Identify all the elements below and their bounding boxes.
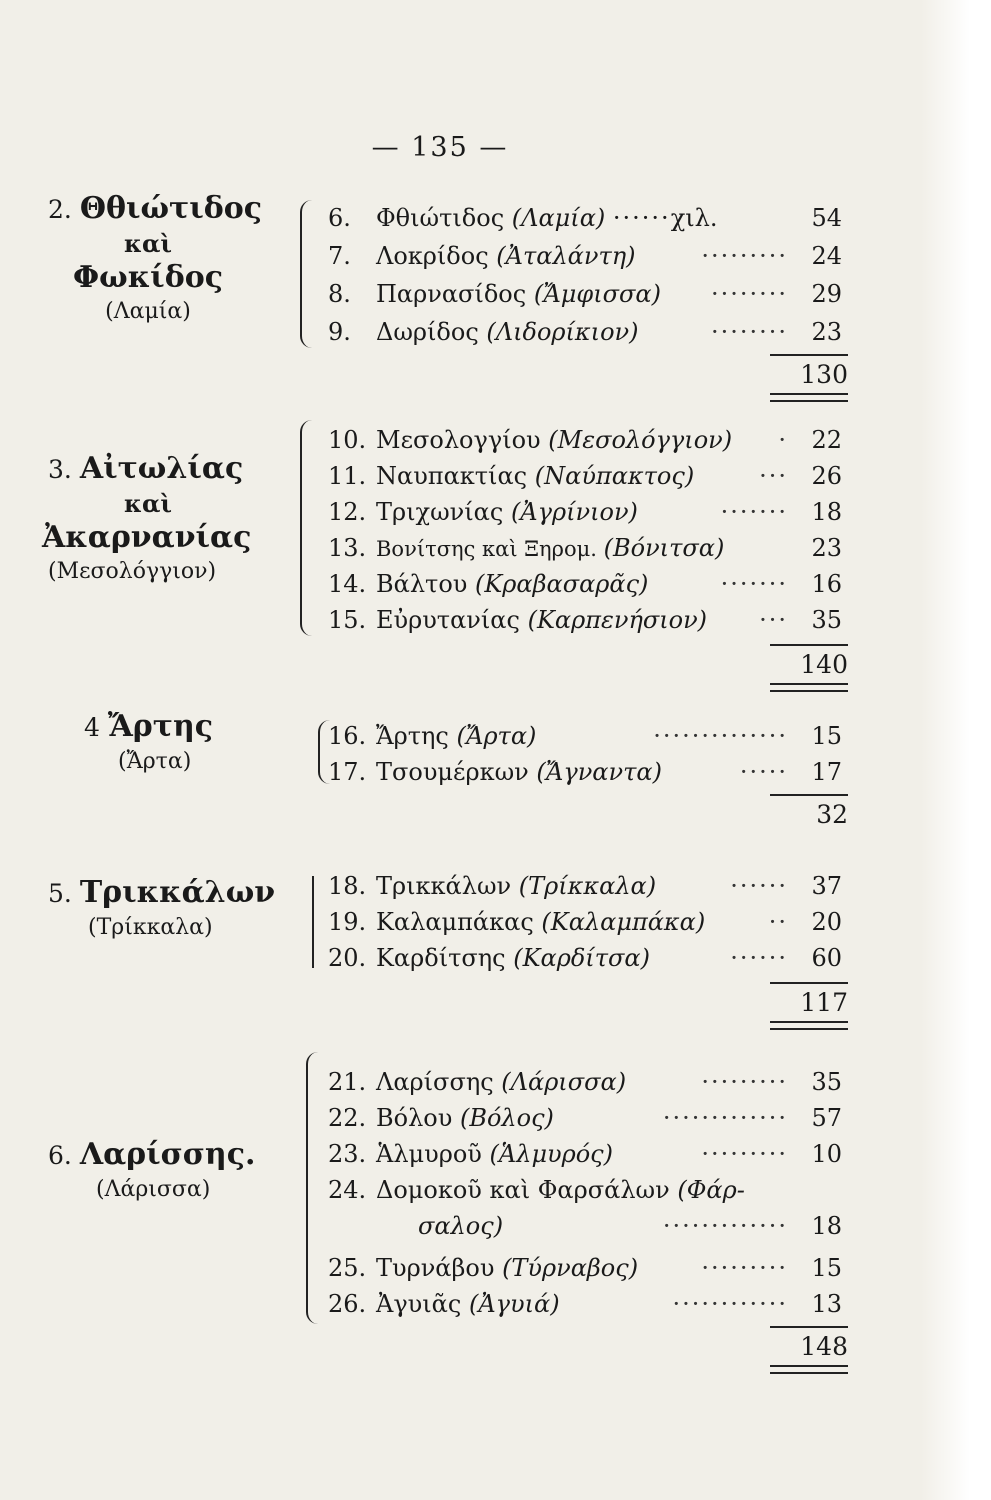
district-name: Λαρίσσης (376, 1068, 494, 1096)
unit-label: χιλ. (670, 204, 718, 232)
row-number: 6. (328, 204, 351, 232)
district-name: Μεσολογγίου (376, 426, 541, 454)
district-value: 15 (811, 722, 842, 750)
table-row (328, 238, 848, 274)
region-name: Αἰτωλίας (79, 451, 244, 486)
district-name: Τρικκάλων (376, 872, 512, 900)
district-name: Τριχωνίας (376, 498, 504, 526)
district-city: (Ἀταλάντη) (496, 242, 636, 270)
table-row (328, 422, 848, 458)
table-row (328, 1064, 848, 1100)
district-value: 10 (811, 1140, 842, 1168)
row-number: 18. (328, 872, 367, 900)
table-row (328, 602, 848, 638)
district-city: (Βόνιτσα) (603, 534, 725, 562)
row-number: 24. (328, 1176, 367, 1204)
table-row (328, 1100, 848, 1136)
district-name: Παρνασίδος (376, 280, 527, 308)
district-city: (Ἀγρίνιον) (510, 498, 638, 526)
leader-dots: ············· (662, 1212, 788, 1240)
table-row (328, 1136, 848, 1172)
total-value: 140 (800, 650, 848, 679)
leader-dots: ············· (662, 1104, 788, 1132)
brace (312, 876, 324, 968)
region-name: Τρικκάλων (79, 875, 276, 910)
district-city: (Καρδίτσα) (513, 944, 650, 972)
row-number: 11. (328, 462, 367, 490)
district-value: 23 (811, 534, 842, 562)
total-value: 32 (816, 800, 848, 829)
row-number: 9. (328, 318, 351, 346)
district-city: (Κραβασαρᾶς) (475, 570, 649, 598)
district-name: Βονίτσης καὶ Ξηρομ. (376, 537, 597, 561)
double-rule (770, 1365, 848, 1374)
double-rule (770, 1021, 848, 1030)
district-name: Ἀγυιᾶς (376, 1290, 462, 1318)
region-label (48, 1138, 298, 1207)
district-name: Λοκρίδος (376, 242, 489, 270)
district-value: 54 (811, 204, 842, 232)
leader-dots: ············ (672, 1290, 788, 1318)
district-city: (Ἄμφισσα) (533, 280, 661, 308)
region-name-line: καὶ (123, 229, 173, 258)
region-label (48, 710, 298, 779)
leader-dots: ······ (730, 944, 788, 972)
leader-dots: ······· (720, 570, 788, 598)
leader-dots: ··· (759, 606, 788, 634)
brace (306, 1052, 318, 1324)
leader-dots: ······· (720, 498, 788, 526)
group-number: 3. (48, 455, 72, 484)
district-city: (Λαμία) (511, 204, 606, 232)
group-total (770, 1326, 848, 1374)
leader-dots: ····· (739, 758, 788, 786)
table-row (328, 530, 848, 566)
paper-edge (921, 0, 991, 1500)
district-value: 24 (811, 242, 842, 270)
leader-dots: ········· (701, 1140, 788, 1168)
row-number: 15. (328, 606, 367, 634)
district-value: 13 (811, 1290, 842, 1318)
district-city: (Ναύπακτος) (534, 462, 695, 490)
row-number: 7. (328, 242, 351, 270)
table-row (328, 458, 848, 494)
district-city: (Καρπενήσιον) (527, 606, 708, 634)
district-city: (Μεσολόγγιον) (548, 426, 733, 454)
brace (300, 420, 312, 636)
district-value: 16 (811, 570, 842, 598)
district-name: Ἄρτης (376, 722, 449, 750)
district-name: Δομοκοῦ καὶ Φαρσάλων (376, 1176, 670, 1204)
district-city: (Φάρ- (677, 1176, 745, 1204)
double-rule (770, 393, 848, 402)
double-rule (770, 683, 848, 692)
leader-dots: · (778, 426, 788, 454)
district-name: Εὐρυτανίας (376, 606, 520, 634)
district-city: (Ἁλμυρός) (489, 1140, 613, 1168)
region-name: Θθιώτιδος (79, 191, 263, 226)
district-city: (Βόλος) (459, 1104, 554, 1132)
district-city: (Καλαμπάκα) (541, 908, 706, 936)
group-total (770, 644, 848, 692)
region-capital: (Μεσολόγγιον) (48, 559, 217, 584)
district-city: (Ἄγναντα) (536, 758, 662, 786)
region-capital: (Τρίκκαλα) (88, 915, 213, 940)
district-value: 18 (811, 498, 842, 526)
group-total (770, 354, 848, 402)
row-number: 13. (328, 534, 367, 562)
district-name: Καλαμπάκας (376, 908, 534, 936)
region-name: Ἄρτης (107, 709, 214, 744)
leader-dots: ········ (710, 280, 788, 308)
row-number: 21. (328, 1068, 367, 1096)
total-value: 117 (800, 988, 848, 1017)
district-name: Τυρνάβου (376, 1254, 495, 1282)
district-value: 35 (811, 606, 842, 634)
table-row (328, 566, 848, 602)
district-value: 37 (811, 872, 842, 900)
region-name-line: καὶ (123, 489, 173, 518)
table-row (328, 718, 848, 754)
row-number: 26. (328, 1290, 367, 1318)
table-row (328, 754, 848, 790)
leader-dots: ·············· (653, 722, 788, 750)
region-label (48, 876, 298, 945)
brace (300, 200, 312, 348)
leader-dots: ········· (701, 1254, 788, 1282)
region-label (42, 451, 298, 589)
district-name: Τσουμέρκων (376, 758, 529, 786)
leader-dots: ········· (701, 242, 788, 270)
district-name: Ναυπακτίας (376, 462, 528, 490)
district-value: 35 (811, 1068, 842, 1096)
total-value: 148 (800, 1332, 848, 1361)
row-number: 25. (328, 1254, 367, 1282)
district-city: (Λάρισσα) (501, 1068, 627, 1096)
district-name: Καρδίτσης (376, 944, 506, 972)
row-number: 20. (328, 944, 367, 972)
table-row (328, 1286, 848, 1322)
district-city: (Λιδορίκιον) (486, 318, 639, 346)
table-row (328, 1172, 848, 1208)
district-city: (Τρίκκαλα) (518, 872, 657, 900)
district-name: Δωρίδος (376, 318, 479, 346)
page-number: — 135 — (371, 132, 509, 163)
district-value: 23 (811, 318, 842, 346)
district-value: 26 (811, 462, 842, 490)
row-number: 17. (328, 758, 367, 786)
group-number: 6. (48, 1141, 72, 1170)
row-number: 16. (328, 722, 367, 750)
district-value: 18 (811, 1212, 842, 1240)
region-name-line: Ἀκαρνανίας (42, 520, 252, 555)
leader-dots: ··· (759, 462, 788, 490)
row-number: 23. (328, 1140, 367, 1168)
district-value: 60 (811, 944, 842, 972)
district-name: Βόλου (376, 1104, 453, 1132)
district-name: Ἁλμυροῦ (376, 1140, 482, 1168)
group-number: 5. (48, 879, 72, 908)
row-number: 12. (328, 498, 367, 526)
region-name: Λαρίσσης. (79, 1137, 256, 1172)
district-city: (Ἀγυιά) (468, 1290, 560, 1318)
group-total (770, 982, 848, 1030)
district-name: Φθιώτιδος (376, 204, 505, 232)
table-row (328, 1208, 848, 1244)
row-number: 8. (328, 280, 351, 308)
group-total (770, 794, 848, 829)
region-label (48, 192, 298, 329)
leader-dots: ········· (701, 1068, 788, 1096)
district-city: (Τύρναβος) (502, 1254, 639, 1282)
row-number: 19. (328, 908, 367, 936)
district-value: 22 (811, 426, 842, 454)
district-value: 17 (811, 758, 842, 786)
district-value: 15 (811, 1254, 842, 1282)
district-city: σαλος) (418, 1212, 504, 1240)
row-number: 10. (328, 426, 367, 454)
table-row (328, 276, 848, 312)
group-number: 4 (84, 713, 100, 742)
table-row (328, 904, 848, 940)
leader-dots: ········ (710, 318, 788, 346)
row-number: 14. (328, 570, 367, 598)
table-row (328, 1250, 848, 1286)
district-city: (Ἄρτα) (456, 722, 537, 750)
table-row (328, 494, 848, 530)
region-capital: (Λάρισσα) (96, 1177, 211, 1202)
group-number: 2. (48, 195, 72, 224)
table-row (328, 940, 848, 976)
row-number: 22. (328, 1104, 367, 1132)
table-row (328, 868, 848, 904)
table-row (328, 314, 848, 350)
table-row: 6. Φθιώτιδος (Λαμία) ······χιλ. 54 (328, 200, 848, 236)
region-capital: (Ἄρτα) (118, 749, 192, 774)
district-name: Βάλτου (376, 570, 468, 598)
district-value: 57 (811, 1104, 842, 1132)
leader-dots: ·· (768, 908, 788, 936)
region-capital: (Λαμία) (105, 299, 191, 324)
district-value: 29 (811, 280, 842, 308)
district-value: 20 (811, 908, 842, 936)
region-name-line: Φωκίδος (73, 260, 223, 295)
leader-dots: ······ (730, 872, 788, 900)
total-value: 130 (800, 360, 848, 389)
